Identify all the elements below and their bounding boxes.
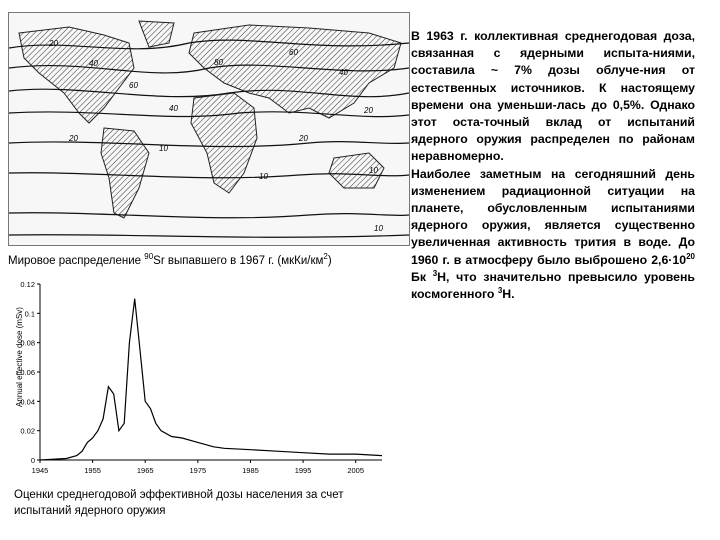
contour-label: 40 xyxy=(89,59,98,68)
paragraph-2 xyxy=(411,166,695,304)
contour-label: 40 xyxy=(339,68,348,77)
paragraph-text: В 1963 г. коллективная среднегодовая доза, связанная с ядерными испыта-ниями, составила ~ 7% дозы облуче-ния от естественных источников. К настоящему времени она уменьши-лась до 0,5%. Однако этот оста-точный вклад от испытаний ядерного оружия распределен по районам неравномерно. xyxy=(411,29,695,164)
y-tick-label: 0 xyxy=(30,456,35,465)
y-tick-label: 0.08 xyxy=(20,338,35,348)
contour-label: 10 xyxy=(259,172,268,181)
contour-label: 20 xyxy=(299,134,308,143)
unit-superscript: 2 xyxy=(323,252,328,261)
article-text xyxy=(411,28,695,303)
contour-label: 60 xyxy=(289,48,298,57)
contour-label: 10 xyxy=(159,144,168,153)
contour-label: 40 xyxy=(169,104,178,113)
y-tick-label: 0.02 xyxy=(20,426,35,436)
world-map-figure xyxy=(9,13,409,245)
chart-caption: Оценки среднегодовой эффективной дозы населения за счет испытаний ядерного оружия xyxy=(14,489,344,517)
isotope-superscript: 90 xyxy=(144,252,154,261)
fallout-map xyxy=(8,12,410,246)
contour-label: 80 xyxy=(214,58,223,67)
isotope-superscript: 3 xyxy=(432,268,438,278)
x-tick-label: 1975 xyxy=(189,466,207,475)
contour-label: 10 xyxy=(369,166,378,175)
contour-label: 20 xyxy=(69,134,78,143)
y-axis-label: Annual effective dose (mSv) xyxy=(15,307,24,407)
paragraph-text: Бк xyxy=(411,269,433,284)
map-caption xyxy=(8,252,412,267)
x-tick-label: 1995 xyxy=(294,466,312,475)
map-caption-text: Sr выпавшего в 1967 г. (мкКи/км xyxy=(153,254,324,267)
map-caption-text: ) xyxy=(327,254,332,267)
x-tick-label: 1985 xyxy=(242,466,259,475)
paragraph-text: Наиболее заметным на сегодняшний день изменением радиационной ситуации на планете, обусловленным испытаниями ядерного оружия, является существенно увеличенная активность трития в воде. До 1960 г. в атмосферу было выброшено 2,6·10 xyxy=(411,166,695,267)
contour-label: 10 xyxy=(374,224,383,233)
contour-label: 20 xyxy=(49,39,58,48)
paragraph-1 xyxy=(411,28,695,166)
y-tick-label: 0.04 xyxy=(20,397,35,407)
paragraph-text: H. xyxy=(502,287,515,302)
paragraph-text: H, что значительно превысило уровень космогенного xyxy=(411,269,695,302)
x-tick-label: 1955 xyxy=(84,466,101,475)
contour-label: 60 xyxy=(129,81,138,90)
dose-chart xyxy=(10,272,390,482)
contour-label: 20 xyxy=(364,106,373,115)
isotope-superscript: 3 xyxy=(497,285,503,295)
x-tick-label: 1965 xyxy=(136,466,154,475)
map-caption-text: Мировое распределение xyxy=(8,254,145,267)
dose-chart-svg xyxy=(10,272,390,482)
y-tick-label: 0.12 xyxy=(20,280,35,289)
x-tick-label: 1945 xyxy=(31,466,49,475)
x-tick-label: 2005 xyxy=(347,466,365,475)
y-tick-label: 0.06 xyxy=(20,368,35,377)
exponent-superscript: 20 xyxy=(686,251,695,261)
y-tick-label: 0.1 xyxy=(24,309,35,319)
